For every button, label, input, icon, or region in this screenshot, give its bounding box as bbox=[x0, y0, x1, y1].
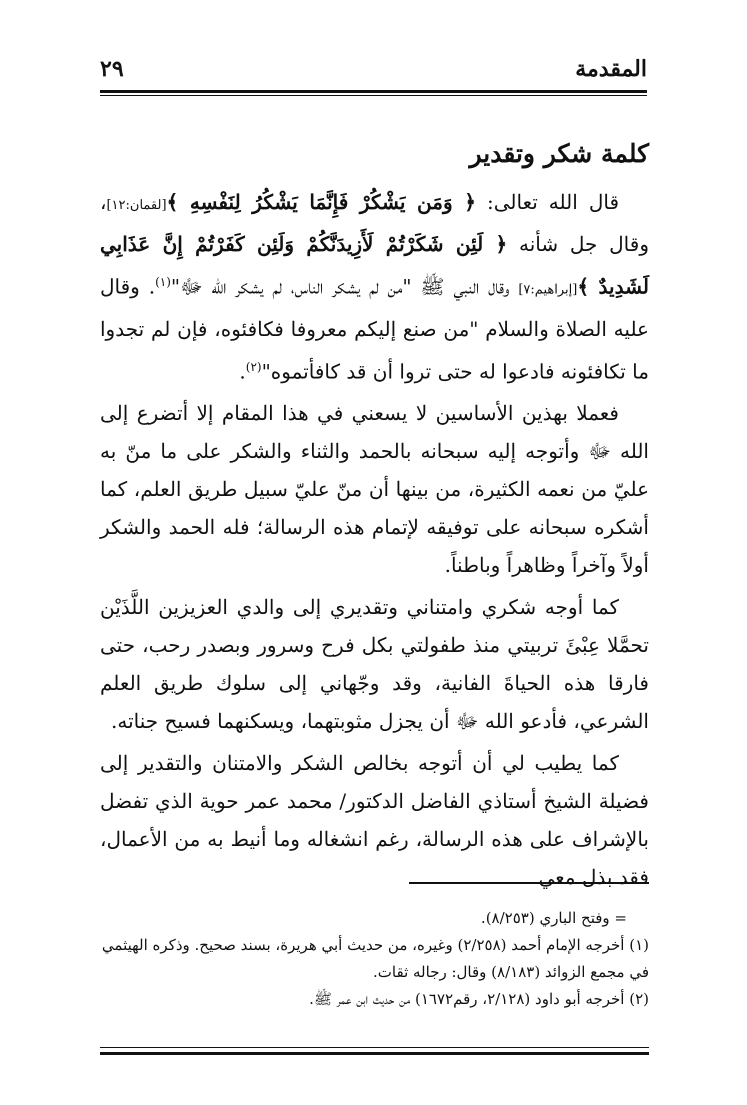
verse-citation: [لقمان:١٢] bbox=[106, 198, 167, 213]
paragraph-3: كما أوجه شكري وامتناني وتقديري إلى والدي العزيزين اللَّذَيْن تحمَّلا عِبْئَ تربيتي منذ طفولتي بكل فرح وسرور وبصدر رحب، حتى فارقا هذه الحياةَ الفانية، وقد وجّهاني إلى سلوك طريق العلم الشرعي، فأدعو الله ﷻ أن يجزل مثوبتهما، ويسكنهما فسيح جناته. bbox=[100, 595, 649, 734]
text-run: . وقال عليه الصلاة والسلام "من صنع إليكم معروفا فكافئوه، فإن لم تجدوا ما تكافئونه فادعوا له حتى تروا أن قد كافأتموه" bbox=[100, 274, 649, 384]
verse-citation: [إبراهيم:٧] bbox=[518, 282, 578, 298]
page-header bbox=[100, 52, 647, 92]
page-number: ٢٩ bbox=[100, 56, 124, 82]
footnote-continuation: = وفتح الباري (٨/٢٥٣). bbox=[480, 909, 627, 927]
header-title: المقدمة bbox=[575, 56, 647, 82]
quran-verse-luqman: ﴿ وَمَن يَشْكُرْ فَإِنَّمَا يَشْكُرُ لِنَفْسِهِ ﴾ bbox=[166, 190, 476, 214]
footer-rule-thin bbox=[100, 1047, 649, 1048]
footnote-ref-1[interactable]: (١) bbox=[155, 275, 171, 289]
footnote-ref-2[interactable]: (٢) bbox=[245, 359, 262, 374]
footer-rule bbox=[100, 1052, 649, 1055]
header-rule bbox=[100, 90, 647, 93]
footnote-2: (٢) أخرجه أبو داود (٢/١٢٨، رقم١٦٧٢) من حديث ابن عمر ﷺ. bbox=[309, 990, 649, 1008]
footnote-separator bbox=[409, 882, 649, 884]
footnotes bbox=[100, 905, 649, 1013]
section-title: كلمة شكر وتقدير bbox=[469, 139, 649, 168]
header-rule-thin bbox=[100, 95, 647, 96]
text-run: ، وقال جل شأنه bbox=[100, 190, 649, 256]
text-run: وقال النبي ﷺ "من لم يشكر الناس، لم يشكر الله ﷻ" bbox=[170, 274, 519, 299]
paragraph-2: فعملا بهذين الأساسين لا يسعني في هذا المقام إلا أتضرع إلى الله ﷻ وأتوجه إليه سبحانه بالحمد والثناء والشكر على ما منّ به عليّ من نعمه الكثيرة، من بينها أن منّ عليّ سبيل طريق العلم، كما أشكره سبحانه على توفيقه لإتمام هذه الرسالة؛ فله الحمد والشكر أولاً وآخراً وظاهراً وباطناً. bbox=[100, 401, 649, 578]
footnote-1: (١) أخرجه الإمام أحمد (٢/٢٥٨) وغيره، من حديث أبي هريرة، بسند صحيح. وذكره الهيثمي في مجمع الزوائد (٨/١٨٣) وقال: رجاله ثقات. bbox=[101, 936, 649, 981]
quran-verse-ibrahim: ﴿ لَئِن شَكَرْتُمْ لَأَزِيدَنَّكُمْ وَلَئِن كَفَرْتُمْ إِنَّ عَذَابِي لَشَدِيدٌ ﴾ bbox=[100, 232, 650, 299]
main-content bbox=[100, 135, 649, 896]
paragraph-4: كما يطيب لي أن أتوجه بخالص الشكر والامتنان والتقدير إلى فضيلة الشيخ أستاذي الفاضل الدكتور/ محمد عمر حوية الذي تفضل بالإشراف على هذه الرسالة، رغم انشغاله وما أنيط به من الأعمال، فقد بذل معي bbox=[100, 751, 649, 890]
paragraph-1 bbox=[100, 183, 649, 390]
text-run: . bbox=[239, 359, 246, 384]
text-run: قال الله تعالى: bbox=[475, 190, 620, 214]
